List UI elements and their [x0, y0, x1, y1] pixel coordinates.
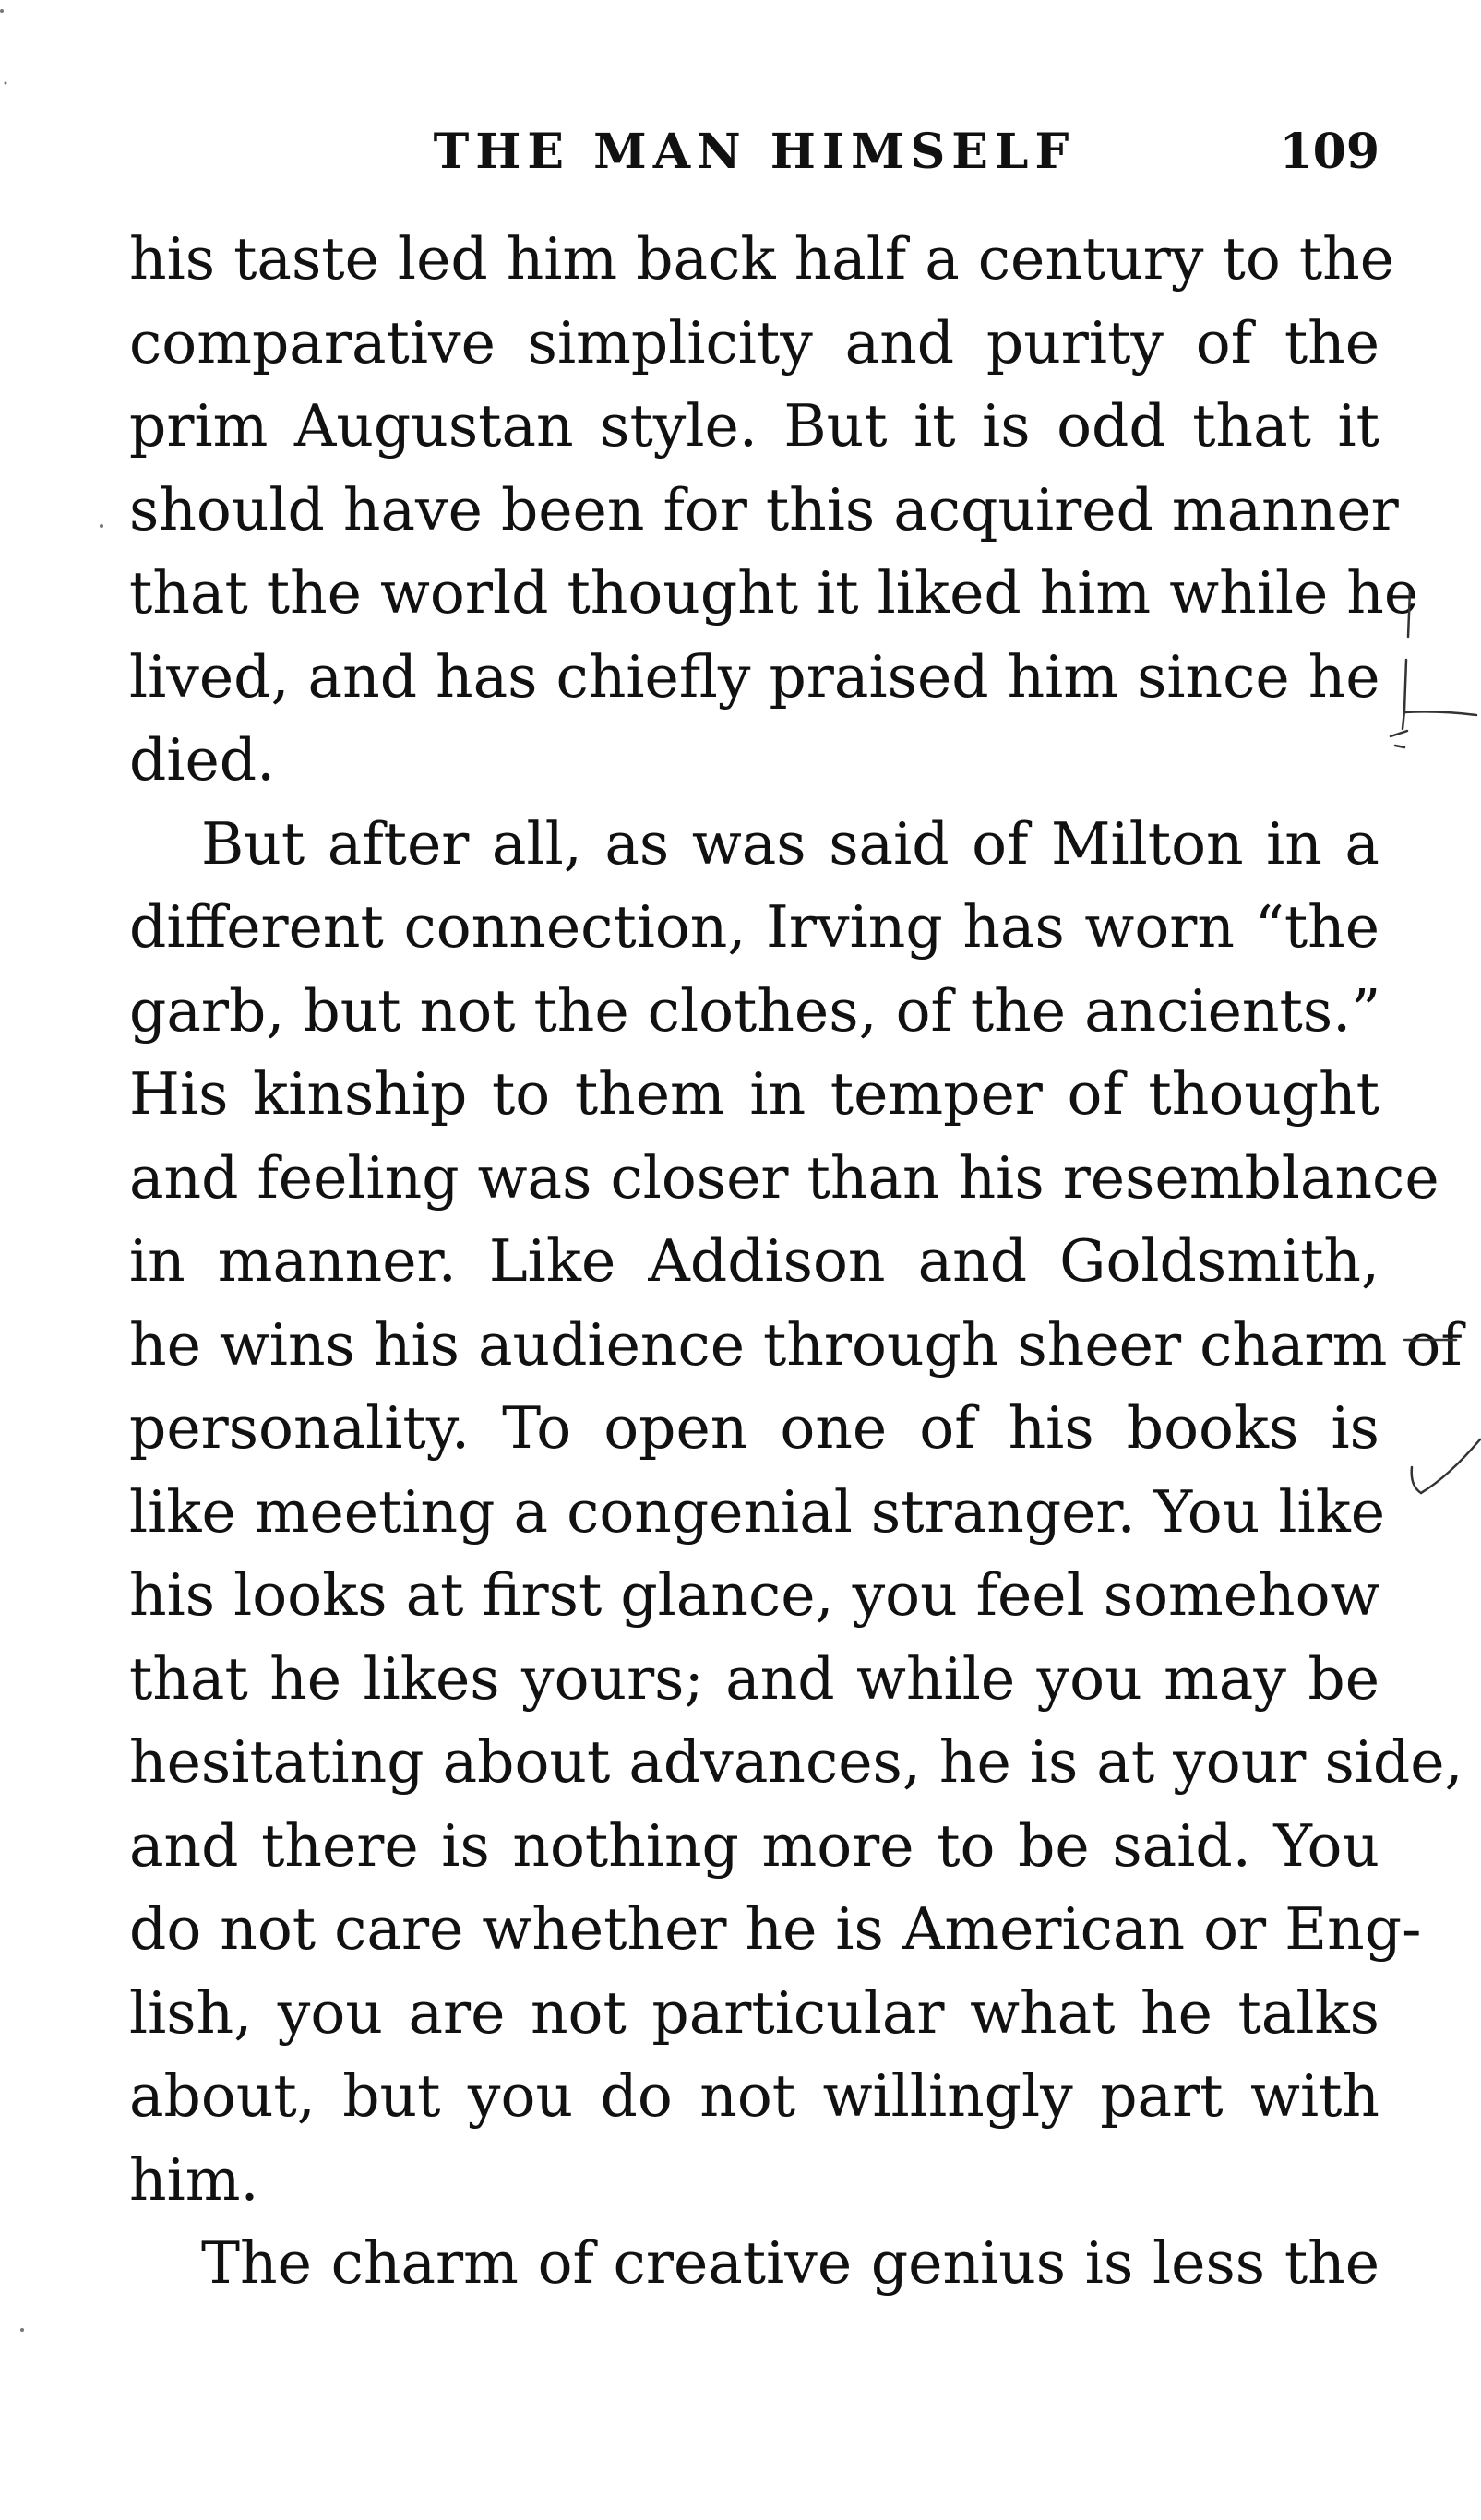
- text-line: and there is nothing more to be said. You: [129, 1811, 1379, 1880]
- text-line: comparative simplicity and purity of the: [129, 308, 1379, 376]
- text-line: lived, and has chiefly praised him since he: [129, 642, 1380, 711]
- text-line: But after all, as was said of Milton in a: [201, 809, 1379, 878]
- text-line: that he likes yours; and while you may be: [129, 1644, 1379, 1713]
- margin-speck: [5, 82, 7, 85]
- running-title: THE MAN HIMSELF: [433, 124, 1076, 180]
- text-line: garb, but not the clothes, of the ancients.”: [129, 976, 1381, 1045]
- text-line: The charm of creative genius is less the: [201, 2229, 1379, 2297]
- text-line: about, but you do not willingly part with: [129, 2062, 1379, 2130]
- text-line: lish, you are not particular what he talks: [129, 1978, 1379, 2047]
- text-line: in manner. Like Addison and Goldsmith,: [129, 1227, 1379, 1295]
- text-line: his taste led him back half a century to the: [129, 225, 1394, 293]
- running-head: [129, 115, 1379, 189]
- margin-speck: [0, 9, 4, 13]
- text-line: different connection, Irving has worn “the: [129, 893, 1379, 961]
- text-line: that the world thought it liked him while he: [129, 559, 1419, 627]
- text-line: he wins his audience through sheer charm of: [129, 1310, 1463, 1379]
- margin-check-mark: [1412, 1439, 1480, 1493]
- text-line: and feeling was closer than his resemblance: [129, 1143, 1439, 1212]
- text-line: should have been for this acquired manner: [129, 475, 1399, 543]
- text-line: died.: [129, 726, 276, 794]
- margin-tick-mark: [1391, 731, 1407, 747]
- text-line: prim Augustan style. But it is odd that it: [129, 392, 1379, 460]
- margin-speck: [100, 524, 103, 528]
- body-text: [129, 218, 1463, 2306]
- text-line: His kinship to them in temper of thought: [129, 1060, 1379, 1128]
- page-number: 109: [1279, 124, 1379, 180]
- margin-speck: [20, 2328, 24, 2332]
- text-line: hesitating about advances, he is at your side,: [129, 1728, 1463, 1796]
- text-line: personality. To open one of his books is: [129, 1394, 1379, 1462]
- text-line: him.: [129, 2145, 259, 2214]
- text-line: do not care whether he is American or Eng-: [129, 1895, 1422, 1963]
- text-line: like meeting a congenial stranger. You like: [129, 1477, 1386, 1546]
- text-line: his looks at first glance, you feel somehow: [129, 1561, 1380, 1629]
